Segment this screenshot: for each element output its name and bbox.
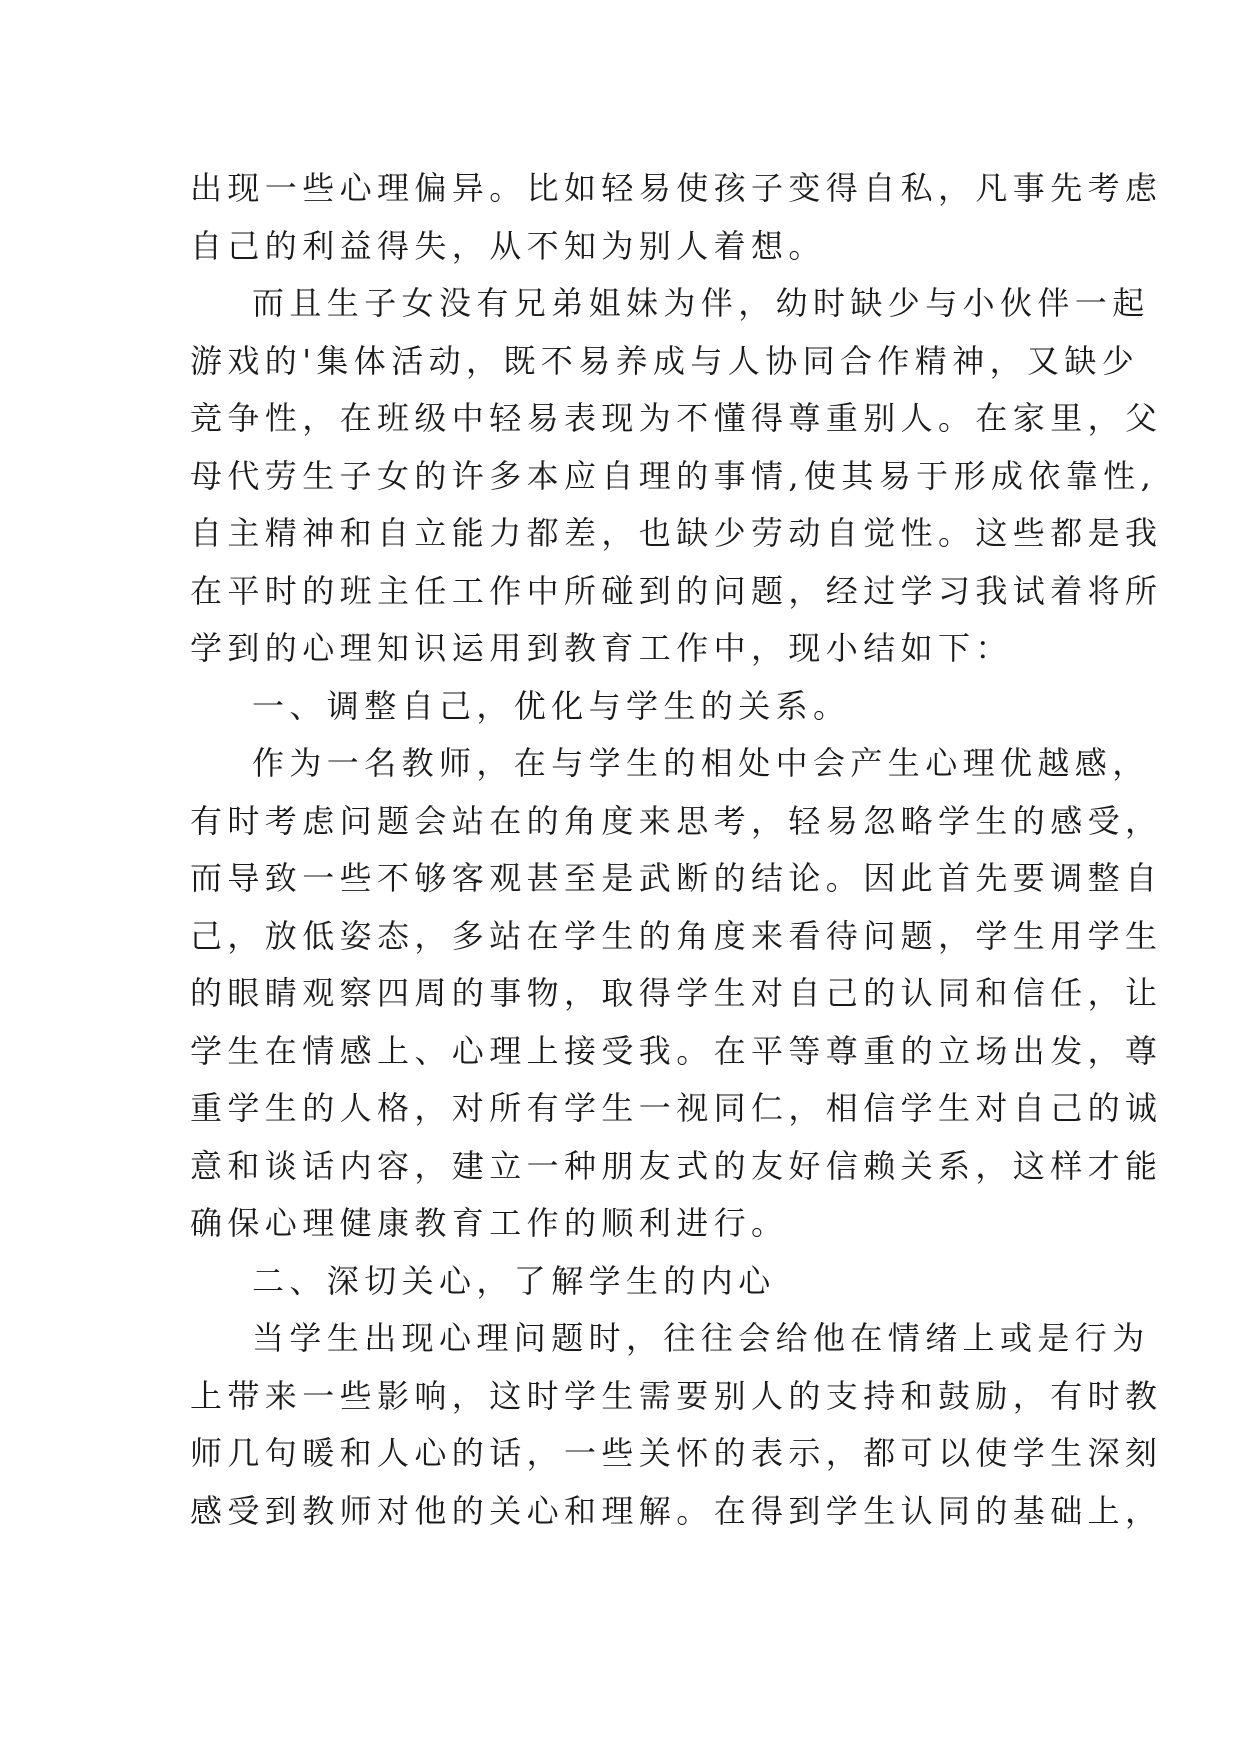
text-line: 而且生子女没有兄弟姐妹为伴，幼时缺少与小伙伴一起 <box>252 284 1150 322</box>
text-line: 意和谈话内容，建立一种朋友式的友好信赖关系，这样才能 <box>190 1146 1163 1185</box>
text-line: 学到的心理知识运用到教育工作中，现小结如下： <box>190 629 1013 667</box>
text-line: 出现一些心理偏异。比如轻易使孩子变得自私，凡事先考虑 <box>190 169 1163 207</box>
text-line: 自主精神和自立能力都差，也缺少劳动自觉性。这些都是我 <box>190 514 1163 552</box>
text-line: 一、调整自己，优化与学生的关系。 <box>252 686 851 725</box>
text-line: 有时考虑问题会站在的角度来思考，轻易忽略学生的感受， <box>190 801 1163 840</box>
text-line: 确保心理健康教育工作的顺利进行。 <box>190 1204 789 1242</box>
text-line: 母代劳生子女的许多本应自理的事情,使其易于形成依靠性, <box>190 456 1157 495</box>
text-line: 的眼睛观察四周的事物，取得学生对自己的认同和信任，让 <box>190 974 1163 1012</box>
text-line: 游戏的'集体活动，既不易养成与人协同合作精神，又缺少 <box>190 341 1140 380</box>
text-line: 上带来一些影响，这时学生需要别人的支持和鼓励，有时教 <box>190 1376 1163 1415</box>
text-line: 在平时的班主任工作中所碰到的问题，经过学习我试着将所 <box>190 571 1163 610</box>
text-line: 师几句暖和人心的话，一些关怀的表示，都可以使学生深刻 <box>190 1434 1163 1472</box>
text-line: 己，放低姿态，多站在学生的角度来看待问题，学生用学生 <box>190 916 1163 955</box>
document-body <box>190 160 1163 1540</box>
text-line: 重学生的人格，对所有学生一视同仁，相信学生对自己的诚 <box>190 1089 1163 1127</box>
text-line: 二、深切关心，了解学生的内心 <box>252 1261 776 1300</box>
text-line: 而导致一些不够客观甚至是武断的结论。因此首先要调整自 <box>190 859 1163 897</box>
text-line: 自己的利益得失，从不知为别人着想。 <box>190 226 826 265</box>
text-line: 竞争性，在班级中轻易表现为不懂得尊重别人。在家里，父 <box>190 399 1163 437</box>
text-line: 感受到教师对他的关心和理解。在得到学生认同的基础上， <box>190 1491 1163 1530</box>
text-line: 作为一名教师，在与学生的相处中会产生心理优越感， <box>252 744 1150 782</box>
text-line: 当学生出现心理问题时，往往会给他在情绪上或是行为 <box>252 1319 1150 1357</box>
text-line: 学生在情感上、心理上接受我。在平等尊重的立场出发，尊 <box>190 1031 1163 1070</box>
